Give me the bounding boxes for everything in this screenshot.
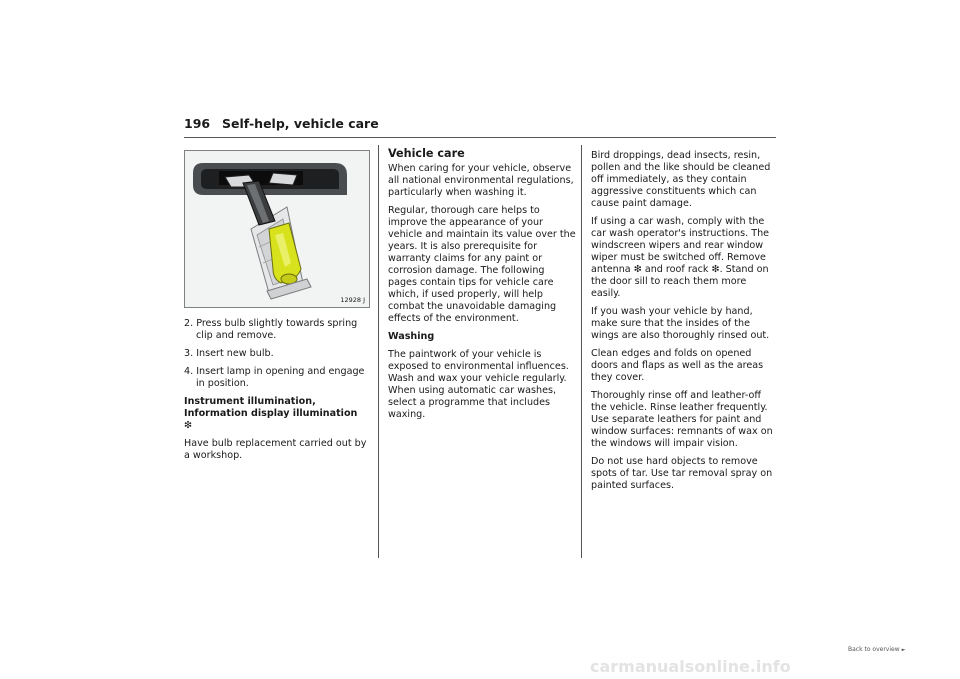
bulb-replacement-figure: [184, 150, 370, 308]
column-divider-left: [378, 145, 379, 558]
washing-heading: Washing: [388, 331, 435, 342]
paragraph-leather: Thoroughly rinse off and leather-off the vehicle. Rinse leather frequently. Use separate leathers for paint and window surfaces: remnants of wax on the windows will impair vision.: [591, 390, 773, 449]
step-4: 4. Insert lamp in opening and engage in position.: [184, 366, 365, 389]
header-rule: [184, 137, 776, 138]
washing-text: The paintwork of your vehicle is exposed to environmental influences. Wash and wax your vehicle regularly. When using automatic car washes, select a programme that includes waxing.: [388, 349, 569, 420]
model-variant-icon: ❇: [633, 264, 642, 275]
paragraph-hand-wash: If you wash your vehicle by hand, make sure that the insides of the wings are also thoroughly rinsed out.: [591, 306, 770, 341]
step-3: 3. Insert new bulb.: [184, 348, 274, 359]
right-column: [591, 150, 777, 498]
watermark: carmanualsonline.info: [590, 657, 791, 676]
vehicle-care-paragraph: Regular, thorough care helps to improve the appearance of your vehicle and maintain its value over the years. It is also prerequisite for warranty claims for any paint or corrosion damage. The following pages contain tips for vehicle care which, if used properly, will help combat the unavoidable damaging effects of the environment.: [388, 205, 576, 324]
paragraph-car-wash: If using a car wash, comply with the car wash operator's instructions. The windscreen wipers and rear window wiper must be switched off. Remove antenna ❇ and roof rack ❇. Stand on the door sill to reach them more easily.: [591, 216, 770, 299]
paragraph-bird-droppings: Bird droppings, dead insects, resin, pollen and the like should be cleaned off immediately, as they contain aggressive constituents which can cause paint damage.: [591, 150, 771, 209]
page-title: Self-help, vehicle care: [222, 116, 379, 131]
page-number: 196: [184, 116, 211, 131]
vehicle-care-heading: Vehicle care: [388, 147, 465, 160]
model-variant-icon: ❇: [184, 420, 193, 431]
paragraph-tar: Do not use hard objects to remove spots of tar. Use tar removal spray on painted surfaces.: [591, 456, 773, 491]
step-2: 2. Press bulb slightly towards spring clip and remove.: [184, 318, 358, 341]
instrument-illumination-text: Have bulb replacement carried out by a workshop.: [184, 438, 367, 461]
paragraph-edges: Clean edges and folds on opened doors and flaps as well as the areas they cover.: [591, 348, 764, 383]
model-variant-icon: ❇: [711, 264, 720, 275]
figure-code: 12928 J: [340, 296, 365, 304]
vehicle-care-intro: When caring for your vehicle, observe all national environmental regulations, particularly when washing it.: [388, 163, 574, 198]
column-divider-right: [581, 145, 582, 558]
instrument-illumination-heading: Instrument illumination, Information display illumination ❇: [184, 396, 358, 431]
left-column: [184, 318, 368, 468]
middle-column: [388, 147, 576, 427]
back-to-overview-link[interactable]: Back to overview ►: [848, 646, 906, 653]
arrow-right-icon: ►: [901, 647, 906, 653]
